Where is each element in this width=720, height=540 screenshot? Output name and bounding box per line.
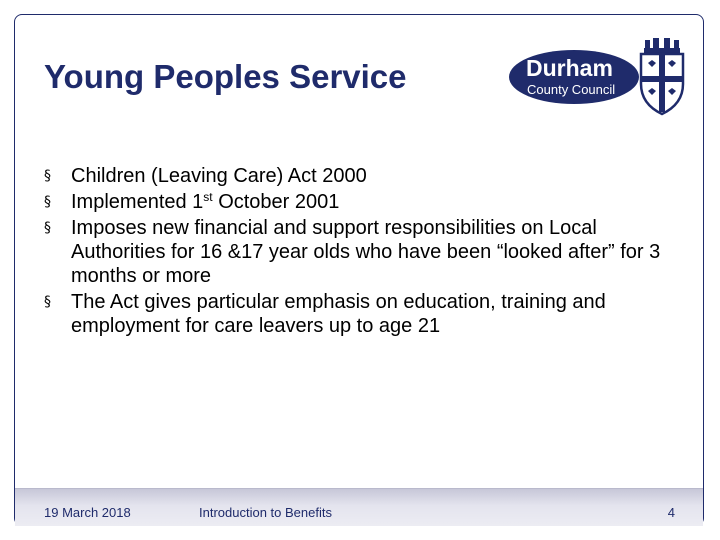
bullet-item bbox=[44, 290, 684, 338]
durham-county-council-logo bbox=[508, 36, 698, 118]
slide-footer bbox=[15, 488, 703, 526]
footer-title: Introduction to Benefits bbox=[199, 505, 332, 520]
logo-line-1: Durham bbox=[526, 55, 613, 81]
bullet-text: Imposes new financial and support responsibilities on Local Authorities for 16 &17 year olds who have been “looked after” for 3 months or more bbox=[71, 217, 661, 287]
bullet-marker: § bbox=[44, 194, 51, 210]
logo-line-2: County Council bbox=[527, 82, 616, 97]
page-number: 4 bbox=[667, 505, 675, 520]
bullet-marker: § bbox=[44, 168, 51, 184]
bullet-item bbox=[44, 216, 684, 288]
bullet-text: The Act gives particular emphasis on education, training and employment for care leavers up to age 21 bbox=[71, 291, 606, 337]
slide-title: Young Peoples Service bbox=[44, 58, 407, 95]
footer-date: 19 March 2018 bbox=[44, 505, 131, 520]
bullet-item bbox=[44, 190, 684, 214]
crest-icon bbox=[641, 38, 683, 114]
bullet-superscript: st bbox=[203, 190, 213, 204]
bullet-text: Implemented 1 bbox=[71, 191, 204, 213]
bullet-item bbox=[44, 164, 684, 188]
bullet-list bbox=[44, 164, 684, 340]
bullet-marker: § bbox=[44, 220, 51, 236]
bullet-marker: § bbox=[44, 294, 51, 310]
bullet-text: Children (Leaving Care) Act 2000 bbox=[71, 165, 367, 187]
bullet-text-continued: October 2001 bbox=[212, 191, 340, 213]
